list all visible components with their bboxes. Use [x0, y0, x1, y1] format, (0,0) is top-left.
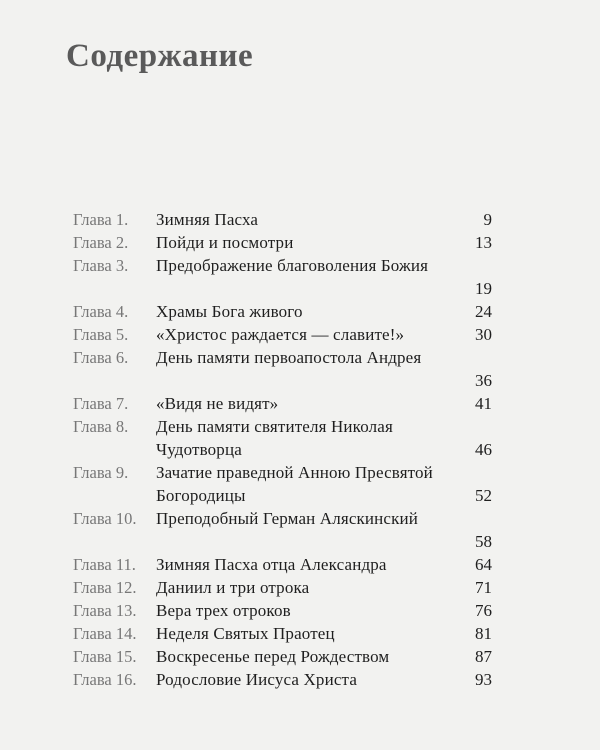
chapter-label: Глава 8. [73, 417, 129, 436]
chapter-page-number: 93 [475, 670, 492, 689]
toc-entry [0, 254, 600, 300]
chapter-label: Глава 11. [73, 555, 136, 574]
chapter-label: Глава 14. [73, 624, 137, 643]
toc-entry [0, 231, 600, 254]
toc-entry [0, 599, 600, 622]
chapter-label: Глава 9. [73, 463, 129, 482]
chapter-page-number: 87 [475, 647, 492, 666]
toc-entry [0, 645, 600, 668]
toc-entry [0, 415, 600, 461]
toc-entry [0, 346, 600, 392]
chapter-page-number: 76 [475, 601, 492, 620]
chapter-page-number: 19 [475, 279, 492, 298]
chapter-page-number: 41 [475, 394, 492, 413]
chapter-label: Глава 1. [73, 210, 129, 229]
toc-entry [0, 323, 600, 346]
toc-entry [0, 576, 600, 599]
toc-entry [0, 300, 600, 323]
chapter-label: Глава 16. [73, 670, 137, 689]
chapter-title: Даниил и три отрока [156, 578, 310, 597]
chapter-label: Глава 5. [73, 325, 129, 344]
chapter-title: Родословие Иисуса Христа [156, 670, 358, 689]
chapter-label: Глава 10. [73, 509, 137, 528]
chapter-page-number: 30 [475, 325, 492, 344]
page-title: Содержание [66, 38, 254, 74]
chapter-title: Зачатие праведной Анною Пресвятой Богородицы [156, 463, 433, 505]
chapter-page-number: 71 [475, 578, 492, 597]
chapter-title: Вера трех отроков [156, 601, 291, 620]
chapter-title: День памяти святителя Николая Чудотворца [156, 417, 393, 459]
chapter-title: «Видя не видят» [156, 394, 279, 413]
chapter-label: Глава 4. [73, 302, 129, 321]
chapter-label: Глава 2. [73, 233, 129, 252]
chapter-label: Глава 12. [73, 578, 137, 597]
chapter-title: Предображение благоволения Божия [156, 256, 429, 275]
chapter-page-number: 36 [475, 371, 492, 390]
chapter-page-number: 52 [475, 486, 492, 505]
toc-entry [0, 507, 600, 553]
toc-entry [0, 392, 600, 415]
chapter-page-number: 64 [475, 555, 492, 574]
chapter-title: Неделя Святых Праотец [156, 624, 335, 643]
chapter-label: Глава 7. [73, 394, 129, 413]
chapter-label: Глава 6. [73, 348, 129, 367]
toc-entry [0, 208, 600, 231]
chapter-label: Глава 3. [73, 256, 129, 275]
chapter-title: «Христос раждается — славите!» [156, 325, 405, 344]
chapter-page-number: 46 [475, 440, 492, 459]
chapter-page-number: 13 [475, 233, 492, 252]
chapter-title: Пойди и посмотри [156, 233, 294, 252]
toc-entry [0, 668, 600, 691]
chapter-title: Зимняя Пасха [156, 210, 259, 229]
chapter-label: Глава 15. [73, 647, 137, 666]
chapter-title: Воскресенье перед Рождеством [156, 647, 390, 666]
chapter-page-number: 24 [475, 302, 492, 321]
toc-entry [0, 622, 600, 645]
chapter-page-number: 81 [475, 624, 492, 643]
chapter-title: Храмы Бога живого [156, 302, 303, 321]
chapter-title: Преподобный Герман Аляскинский [156, 509, 419, 528]
chapter-title: День памяти первоапостола Андрея [156, 348, 422, 367]
chapter-page-number: 9 [483, 210, 492, 229]
toc-entry [0, 461, 600, 507]
table-of-contents [0, 208, 600, 691]
chapter-label: Глава 13. [73, 601, 137, 620]
chapter-title: Зимняя Пасха отца Александра [156, 555, 387, 574]
chapter-page-number: 58 [475, 532, 492, 551]
toc-entry [0, 553, 600, 576]
